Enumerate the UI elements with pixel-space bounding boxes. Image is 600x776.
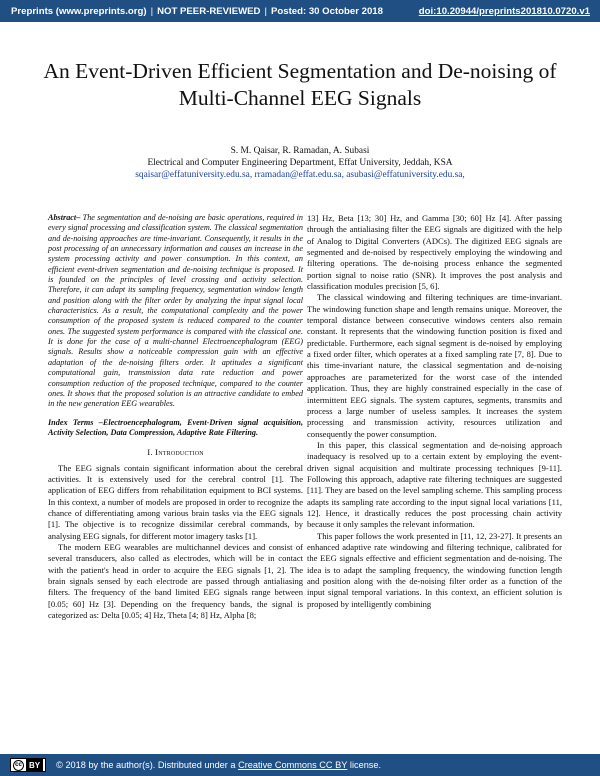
- copyright-text: © 2018 by the author(s). Distributed under a: [56, 760, 236, 770]
- preprint-header-bar: [0, 0, 600, 22]
- site-link[interactable]: Preprints (www.preprints.org): [11, 5, 147, 17]
- index-terms: Index Terms –Electroencephalogram, Event-Driven signal acquisition, Activity Selection, Data Compression, Adaptive Rate Filtering.: [48, 417, 303, 437]
- cc-by-badge[interactable]: [10, 758, 46, 772]
- paragraph: 13] Hz, Beta [13; 30] Hz, and Gamma [30; 60] Hz [4]. After passing through the antialiasing filter the EEG signals are digitized with the help of Analog to Digital Converters (ADCs). The digitized EEG signals are segmented and de-noised by respectively employing the windowing and filtering operations. The de-noising process enhance the segmented portion signal to noise ratio (SNR). It improves the post analysis and classification modules precision [5, 6].: [307, 213, 562, 292]
- header-separator: |: [264, 5, 267, 17]
- author-emails[interactable]: sqaisar@effatuniversity.edu.sa, rramadan@effat.edu.sa, asubasi@effatuniversity.edu.sa,: [135, 169, 465, 180]
- section-title: Introduction: [155, 447, 204, 458]
- author-block: [0, 146, 600, 181]
- header-left: [11, 6, 383, 17]
- author-names: S. M. Qaisar, R. Ramadan, A. Subasi: [230, 146, 370, 156]
- by-label: BY: [26, 759, 43, 771]
- doi-link[interactable]: doi:10.20944/preprints201810.0720.v1: [418, 5, 590, 17]
- review-status: NOT PEER-REVIEWED: [157, 5, 261, 17]
- section-heading-introduction: [48, 447, 303, 458]
- paragraph: The modern EEG wearables are multichannel devices and consist of several transducers, also called as electrodes, which will be in contact with the patient's head in order to acquire the EEG signals [1, 2]. The brain signals sensed by each electrode are passed through antialiasing filters. The frequency of the band limited EEG signals range between [0.05; 60] Hz [3]. Depending on the frequency bands, the signal is categorized as: Delta [0.05; 4] Hz, Theta [4; 8] Hz, Alpha [8;: [48, 541, 303, 621]
- paragraph: The EEG signals contain significant information about the cerebral activities. It is extensively used for the cerebral control [1]. The application of EEG differs from rehabilitation equipment to BCI systems. In this context, a number of models are proposed in order to recognize the chance of differentiating among various brain tasks via the EEG signals [1]. The objective is to recognize dissimilar cerebral commands, by analysing EEG signals, for different motor imagery tasks [1].: [48, 462, 303, 541]
- paragraph: In this paper, this classical segmentation and de-noising approach inadequacy is resolved up to a certain extent by employing the event-driven signal acquisition and multirate processing techniques [9-11]. Following this approach, adaptive rate filtering techniques are suggested [11]. They are based on the level sampling scheme. This sampling process adapts its sampling rate according to the input signal local variations [11, 12]. Hence, it drastically reduces the post processing chain activity because it only samples the relevant information.: [307, 439, 562, 530]
- paper-title: An Event-Driven Efficient Segmentation and De-noising of Multi-Channel EEG Signals: [43, 59, 557, 110]
- paragraph: The classical windowing and filtering techniques are time-invariant. The windowing function shape and length remains unique. Moreover, the temporal distance between consecutive windows centers also remain constant. It represents that the windowing function position is fixed and predictable. Furthermore, each signal segment is de-noised by employing a fixed order filter, which operates at a fixed sampling rate [7, 8]. Due to this time-invariant nature, the classical segmentation and de-noising approaches are parameterized for the worst case of the intended application. Thus, they are highly constrained especially in the case of intermittent EEG signals. The system captures, segments, transmits and process a large number of useless samples. It increases the system processing and transmission activity, resources utilization and consequently the power consumption.: [307, 292, 562, 439]
- cc-icon: cc: [13, 760, 24, 771]
- affiliation: Electrical and Computer Engineering Department, Effat University, Jeddah, KSA: [147, 157, 453, 168]
- license-suffix: license.: [349, 760, 382, 770]
- paragraph: This paper follows the work presented in [11, 12, 23-27]. It presents an enhanced adaptive rate windowing and filtering technique, calibrated for the EEG signals effective and efficient segmentation and de-noising. The idea is to adapt the sampling frequency, the windowing function length and position along with the de-noising filter order as a function of the input signal temporal variations. In this context, an efficient solution is proposed by intelligently combining: [307, 530, 562, 609]
- abstract-lead: Abstract–: [48, 213, 81, 222]
- section-number: I.: [147, 447, 153, 458]
- license-footer: [0, 754, 600, 776]
- left-column: [48, 213, 303, 621]
- posted-date: Posted: 30 October 2018: [271, 5, 383, 17]
- abstract: [48, 213, 303, 410]
- abstract-text: The segmentation and de-noising are basic operations, required in every signal processing and classification system. The classical segmentation and de-noising approaches are time-invariant. Consequently, it results in the post processing of an unnecessary information and causes an increase in the system processing activity and power consumption. In this context, an efficient event-driven segmentation and de-noising technique is proposed. It is founded on the principles of level crossing and activity selection. Therefore, it can adapt its sampling frequency, segmentation window length and position along with the filter order by analyzing the input signal local characteristics. As a result, the computational complexity and the power consumption of the proposed system is reduced compared to the counter ones. The suggested system performance is compared with the classical one. It is done for the case of a multi-channel Electroencephalogram (EEG) signals. Results show a noticeable compression gain with an effective adaptation of the de-noising filters order. It aptitudes a significant computational gain, transmission data rate reduction and power consumption reduction of the proposed technique, compared to the counter ones. It shows that the proposed solution is an attractive candidate to embed in the new generation EEG wearables.: [48, 213, 304, 409]
- right-column: [307, 213, 562, 610]
- license-link[interactable]: Creative Commons CC BY: [238, 760, 348, 770]
- header-separator: |: [150, 5, 154, 17]
